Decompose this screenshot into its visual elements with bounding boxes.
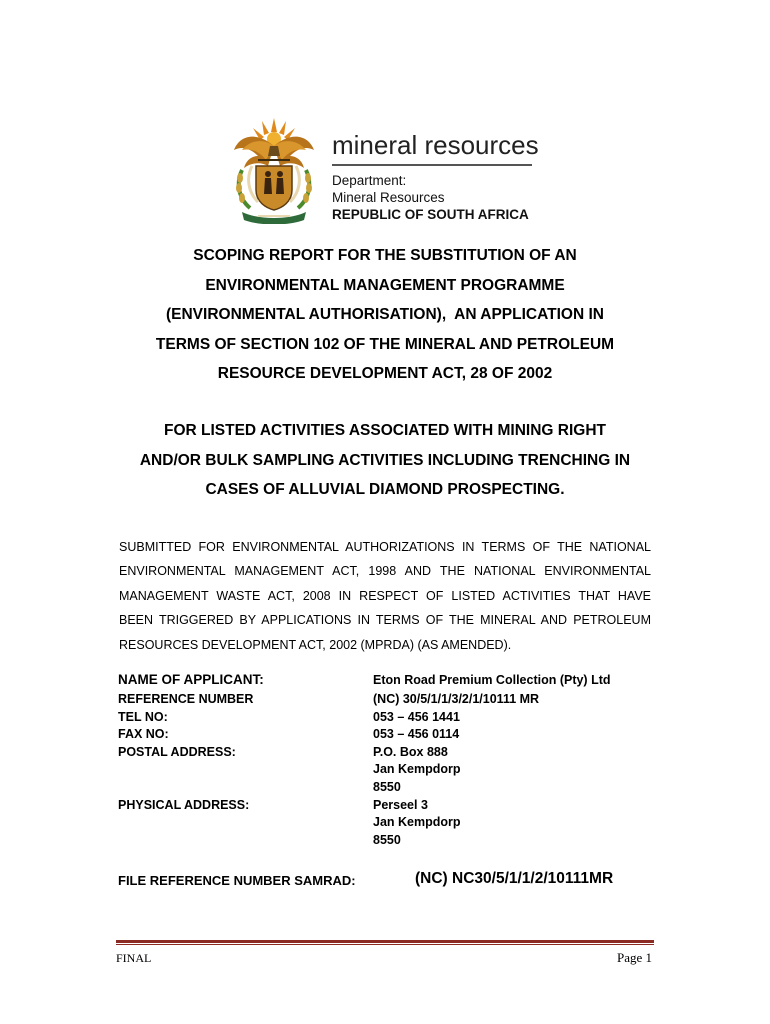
footer-divider-thin <box>116 944 654 945</box>
postal-address-label: POSTAL ADDRESS: <box>118 744 236 759</box>
brand-name: mineral resources <box>332 130 539 160</box>
physical-address-line: 8550 <box>373 832 401 847</box>
physical-address-line: Jan Kempdorp <box>373 815 461 830</box>
paragraph-line: BEEN TRIGGERED BY APPLICATIONS IN TERMS OF THE MINERAL AND PETROLEUM <box>119 613 651 628</box>
paragraph-line: MANAGEMENT WASTE ACT, 2008 IN RESPECT OF LISTED ACTIVITIES THAT HAVE <box>119 588 651 603</box>
brand-department-label: Department: <box>332 173 407 188</box>
tel-label: TEL NO: <box>118 709 168 724</box>
reference-number-label: REFERENCE NUMBER <box>118 692 254 706</box>
report-title-line: SCOPING REPORT FOR THE SUBSTITUTION OF AN <box>193 247 577 264</box>
footer-status: FINAL <box>116 951 152 965</box>
fax-label: FAX NO: <box>118 727 169 742</box>
paragraph-line: RESOURCES DEVELOPMENT ACT, 2002 (MPRDA) (AS AMENDED). <box>119 637 512 652</box>
report-title-line: TERMS OF SECTION 102 OF THE MINERAL AND PETROLEUM <box>155 335 615 353</box>
report-subtitle-line: AND/OR BULK SAMPLING ACTIVITIES INCLUDING TRENCHING IN <box>139 451 631 469</box>
physical-address-label: PHYSICAL ADDRESS: <box>118 797 250 812</box>
brand-divider <box>332 164 532 166</box>
report-subtitle <box>110 416 660 505</box>
paragraph-line: SUBMITTED FOR ENVIRONMENTAL AUTHORIZATIONS IN TERMS OF THE NATIONAL <box>119 540 651 554</box>
applicant-name-value: Eton Road Premium Collection (Pty) Ltd <box>373 673 611 687</box>
applicant-name-label: NAME OF APPLICANT: <box>118 672 264 687</box>
department-logo <box>228 112 538 224</box>
brand-text <box>332 130 538 223</box>
report-subtitle-line: CASES OF ALLUVIAL DIAMOND PROSPECTING. <box>205 481 565 498</box>
brand-country: REPUBLIC OF SOUTH AFRICA <box>332 207 529 222</box>
postal-address-line: P.O. Box 888 <box>373 744 448 759</box>
report-title <box>110 241 660 389</box>
reference-number-value: (NC) 30/5/1/1/3/2/1/10111 MR <box>373 692 540 706</box>
report-title-line: RESOURCE DEVELOPMENT ACT, 28 OF 2002 <box>217 365 553 382</box>
postal-address-line: Jan Kempdorp <box>373 762 461 777</box>
tel-value: 053 – 456 1441 <box>373 709 460 724</box>
file-reference-label: FILE REFERENCE NUMBER SAMRAD: <box>118 873 356 888</box>
file-reference <box>118 870 658 894</box>
brand-department-name: Mineral Resources <box>332 190 445 205</box>
physical-address-line: Perseel 3 <box>373 797 428 812</box>
submission-paragraph <box>119 535 651 657</box>
report-title-line: ENVIRONMENTAL MANAGEMENT PROGRAMME <box>205 276 565 294</box>
page-number: Page 1 <box>616 950 652 965</box>
applicant-details <box>118 672 658 850</box>
fax-value: 053 – 456 0114 <box>373 727 460 742</box>
paragraph-line: ENVIRONMENTAL MANAGEMENT ACT, 1998 AND THE NATIONAL ENVIRONMENTAL <box>119 564 651 579</box>
file-reference-value: (NC) NC30/5/1/1/2/10111MR <box>415 870 614 887</box>
coat-of-arms-icon <box>228 112 320 224</box>
report-title-line: (ENVIRONMENTAL AUTHORISATION), AN APPLICATION IN <box>165 306 604 323</box>
postal-address-line: 8550 <box>373 779 401 794</box>
report-subtitle-line: FOR LISTED ACTIVITIES ASSOCIATED WITH MINING RIGHT <box>163 422 607 439</box>
footer-divider <box>116 940 654 943</box>
